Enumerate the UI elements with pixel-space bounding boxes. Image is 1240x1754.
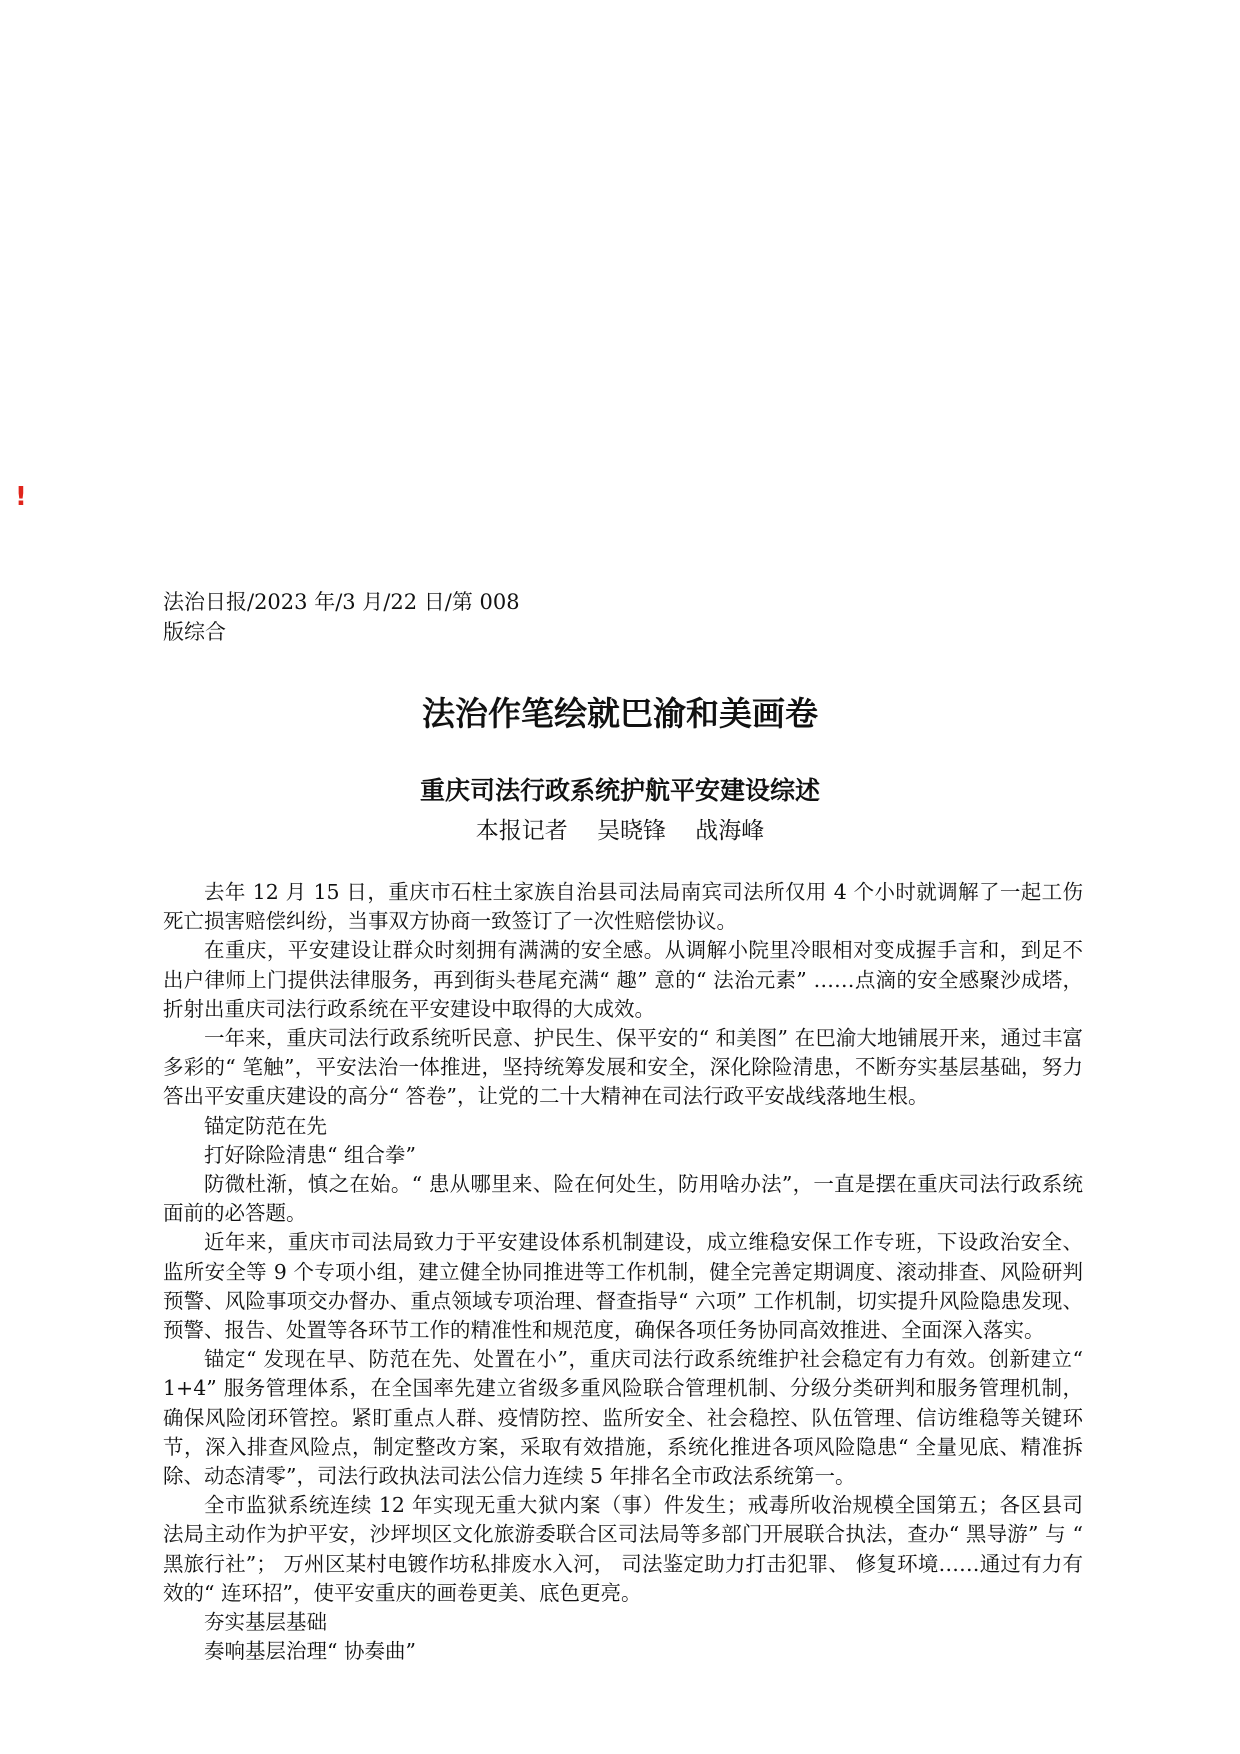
paragraph: 一年来，重庆司法行政系统听民意、护民生、保平安的“ 和美图” 在巴渝大地铺展开来，通过丰富多彩的“ 笔触”，平安法治一体推进，坚持统筹发展和安全，深化除险清患，不断夯实基层基础，努力答出平安重庆建设的高分“ 答卷”，让党的二十大精神在司法行政平安战线落地生根。 — [163, 1026, 1083, 1109]
article-body — [163, 878, 1083, 1666]
paragraph: 防微杜渐，慎之在始。“ 患从哪里来、险在何处生，防用啥办法”，一直是摆在重庆司法行政系统面前的必答题。 — [163, 1172, 1083, 1226]
section-subheading: 奏响基层治理“ 协奏曲” — [204, 1639, 416, 1664]
paragraph: 锚定“ 发现在早、防范在先、处置在小”，重庆司法行政系统维护社会稳定有力有效。创新建立“ 1+4” 服务管理体系，在全国率先建立省级多重风险联合管理机制、分级分类研判和服务管理机制，确保风险闭环管控。紧盯重点人群、疫情防控、监所安全、社会稳控、队伍管理、信访维稳等关键环节，深入排查风险点，制定整改方案，采取有效措施，系统化推进各项风险隐患“ 全量见底、精准拆除、动态清零”，司法行政执法司法公信力连续 5 年排名全市政法系统第一。 — [163, 1347, 1083, 1489]
byline: 本报记者 吴晓锋 战海峰 — [475, 818, 765, 844]
source-line-2: 版综合 — [163, 620, 226, 644]
source-line-1: 法治日报/2023 年/3 月/22 日/第 008 — [163, 590, 520, 614]
warning-mark: ! — [15, 482, 27, 512]
section-heading: 夯实基层基础 — [204, 1610, 327, 1635]
paragraph: 近年来，重庆市司法局致力于平安建设体系机制建设，成立维稳安保工作专班，下设政治安全、监所安全等 9 个专项小组，建立健全协同推进等工作机制，健全完善定期调度、滚动排查、风险研判预警、风险事项交办督办、重点领域专项治理、督查指导“ 六项” 工作机制，切实提升风险隐患发现、预警、报告、处置等各环节工作的精准性和规范度，确保各项任务协同高效推进、全面深入落实。 — [163, 1230, 1083, 1343]
article-title: 法治作笔绘就巴渝和美画卷 — [422, 694, 818, 734]
article-subtitle: 重庆司法行政系统护航平安建设综述 — [419, 775, 820, 805]
paragraph: 在重庆，平安建设让群众时刻拥有满满的安全感。从调解小院里冷眼相对变成握手言和，到足不出户律师上门提供法律服务，再到街头巷尾充满“ 趣” 意的“ 法治元素” ……点滴的安全感聚沙成塔，折射出重庆司法行政系统在平安建设中取得的大成效。 — [163, 938, 1083, 1021]
section-heading: 锚定防范在先 — [204, 1113, 327, 1138]
section-subheading: 打好除险清患“ 组合拳” — [204, 1142, 416, 1167]
paragraph: 去年 12 月 15 日，重庆市石柱土家族自治县司法局南宾司法所仅用 4 个小时就调解了一起工伤死亡损害赔偿纠纷，当事双方协商一致签订了一次性赔偿协议。 — [163, 880, 1083, 934]
paragraph: 全市监狱系统连续 12 年实现无重大狱内案（事）件发生；戒毒所收治规模全国第五；各区县司法局主动作为护平安，沙坪坝区文化旅游委联合区司法局等多部门开展联合执法，查办“ 黑导游” 与 “ 黑旅行社”； 万州区某村电镀作坊私排废水入河， 司法鉴定助力打击犯罪、 修复环境……通过有力有效的“ 连环招”，使平安重庆的画卷更美、底色更亮。 — [163, 1493, 1083, 1605]
source-line — [163, 587, 523, 647]
